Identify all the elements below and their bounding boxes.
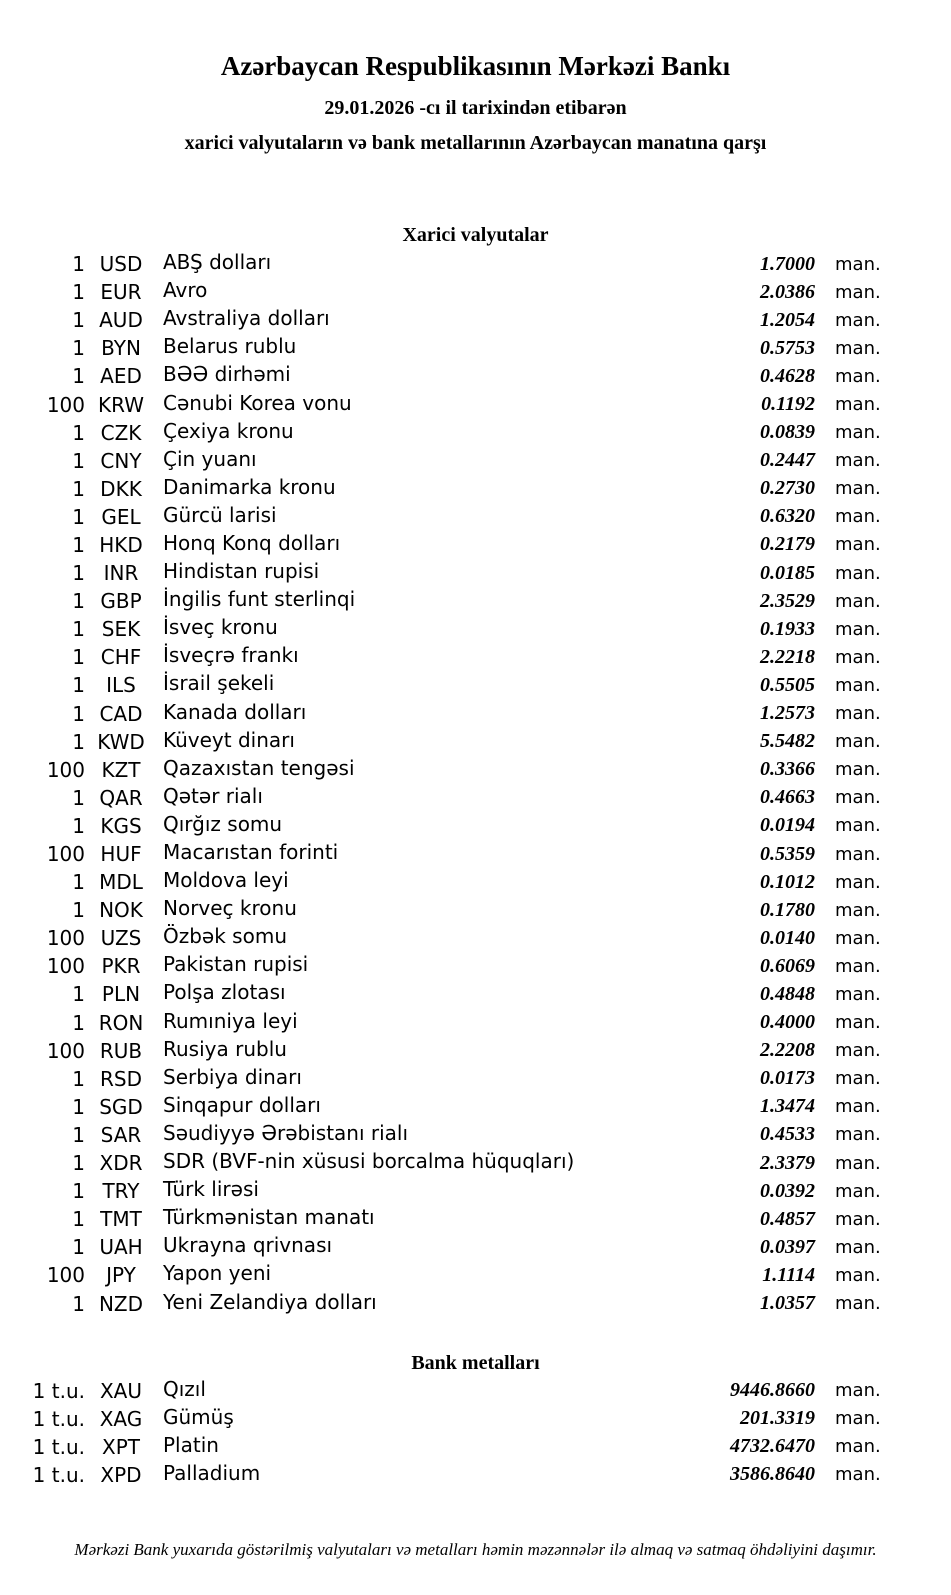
manat-unit-label: man. xyxy=(835,899,881,921)
currency-row xyxy=(0,699,881,728)
manat-unit-label: man. xyxy=(835,871,881,893)
currency-quantity: 1 xyxy=(72,1207,85,1232)
manat-unit-label: man. xyxy=(835,365,881,387)
currency-rate: 0.1933 xyxy=(760,617,815,640)
currency-row xyxy=(0,362,881,390)
metal-code: XAG xyxy=(99,1406,143,1431)
currency-name: Türkmənistan manatı xyxy=(163,1205,375,1230)
currency-quantity: 100 xyxy=(46,1263,85,1288)
currency-code: MDL xyxy=(99,870,143,895)
metal-name: Platin xyxy=(163,1432,219,1457)
effective-date-line: 29.01.2026 -cı il tarixindən etibarən xyxy=(324,97,627,119)
currency-code: DKK xyxy=(100,476,142,501)
currency-code: PLN xyxy=(101,982,141,1007)
currency-name: İsveçrə frankı xyxy=(163,643,299,668)
currency-code: BYN xyxy=(101,336,141,361)
currency-row xyxy=(0,334,881,362)
manat-unit-label: man. xyxy=(835,337,881,359)
currency-rate: 0.4848 xyxy=(760,982,815,1005)
currency-name: Çin yuanı xyxy=(163,446,257,471)
currency-name: Yeni Zelandiya dolları xyxy=(163,1289,377,1314)
currency-rate: 1.3474 xyxy=(760,1095,815,1118)
metal-code: XAU xyxy=(99,1378,143,1403)
currency-name: Küveyt dinarı xyxy=(163,727,295,752)
metal-row xyxy=(0,1460,881,1489)
currency-code: GEL xyxy=(101,504,141,529)
currency-code: TMT xyxy=(100,1207,142,1232)
manat-unit-label: man. xyxy=(835,1380,881,1402)
currency-row xyxy=(0,1233,881,1261)
currency-name: Qırğız somu xyxy=(163,811,283,836)
currency-code: RSD xyxy=(100,1066,142,1091)
currency-quantity: 1 xyxy=(72,336,85,361)
currency-rate: 0.1012 xyxy=(760,870,815,893)
currency-name: İsrail şekeli xyxy=(163,671,275,696)
currency-quantity: 1 xyxy=(72,785,85,810)
currency-row xyxy=(0,559,881,587)
currency-rate: 0.0140 xyxy=(760,926,815,949)
currency-code: CHF xyxy=(100,645,142,670)
currency-quantity: 1 xyxy=(72,701,85,726)
currency-row xyxy=(0,671,881,699)
currency-name: Pakistan rupisi xyxy=(163,952,309,977)
currency-name: Gürcü larisi xyxy=(163,502,277,527)
currency-name: SDR (BVF-nin xüsusi borcalma hüquqları) xyxy=(163,1149,575,1174)
currency-code: RON xyxy=(98,1010,144,1035)
currency-code: KZT xyxy=(101,757,141,782)
currency-rate: 0.1780 xyxy=(760,898,815,921)
currency-code: CAD xyxy=(99,701,143,726)
currency-row xyxy=(0,840,881,868)
metal-quantity: 1 t.u. xyxy=(32,1434,85,1459)
currency-row xyxy=(0,1177,881,1205)
currency-row xyxy=(0,868,881,896)
manat-unit-label: man. xyxy=(835,1264,881,1286)
currency-rate: 0.5753 xyxy=(760,336,815,359)
manat-unit-label: man. xyxy=(835,1464,881,1486)
currency-table xyxy=(0,250,881,1318)
currency-name: Honq Konq dolları xyxy=(163,530,341,555)
currency-rate: 0.4628 xyxy=(760,364,815,387)
currency-rate: 0.0839 xyxy=(760,421,815,444)
currency-code: AED xyxy=(100,364,142,389)
manat-unit-label: man. xyxy=(835,1236,881,1258)
metal-rate: 9446.8660 xyxy=(730,1379,815,1402)
subtitle: xarici valyutaların və bank metallarının Azərbaycan manatına qarşı xyxy=(184,132,767,154)
currency-name: Polşa zlotası xyxy=(163,980,286,1005)
currency-code: KGS xyxy=(100,813,142,838)
currency-rate: 1.2573 xyxy=(760,702,815,725)
currency-code: INR xyxy=(103,561,139,586)
manat-unit-label: man. xyxy=(835,1124,881,1146)
manat-unit-label: man. xyxy=(835,983,881,1005)
currency-row xyxy=(0,783,881,812)
currency-rate: 0.6069 xyxy=(760,954,815,977)
currency-code: JPY xyxy=(106,1263,136,1288)
metal-row xyxy=(0,1376,881,1405)
currency-code: XDR xyxy=(99,1151,143,1176)
currency-quantity: 1 xyxy=(72,617,85,642)
currency-rate: 0.2447 xyxy=(760,449,815,472)
disclaimer-text: Mərkəzi Bank yuxarıda göstərilmiş valyutaları və metalları həmin məzənnələr ilə almaq və satmaq öhdəliyini daşımır. xyxy=(74,1539,877,1559)
currency-rate: 0.4663 xyxy=(760,786,815,809)
manat-unit-label: man. xyxy=(835,1096,881,1118)
currency-name: Türk lirəsi xyxy=(163,1177,259,1202)
currency-quantity: 100 xyxy=(46,926,85,951)
currency-row xyxy=(0,1092,881,1121)
currency-quantity: 1 xyxy=(72,252,85,277)
currency-row xyxy=(0,306,881,334)
currency-code: PKR xyxy=(101,954,141,979)
page-title: Azərbaycan Respublikasının Mərkəzi Bankı xyxy=(220,51,731,81)
manat-unit-label: man. xyxy=(835,731,881,753)
currency-rate: 0.4857 xyxy=(760,1207,815,1230)
currency-name: Rumıniya leyi xyxy=(163,1008,298,1033)
metal-code: XPT xyxy=(102,1434,140,1459)
currency-name: Serbiya dinarı xyxy=(163,1064,302,1089)
currency-quantity: 1 xyxy=(72,589,85,614)
currency-quantity: 100 xyxy=(46,1038,85,1063)
currency-rate: 0.4533 xyxy=(760,1123,815,1146)
currency-code: NOK xyxy=(99,898,143,923)
currency-row xyxy=(0,1289,881,1317)
currency-row xyxy=(0,727,881,756)
manat-unit-label: man. xyxy=(835,1068,881,1090)
currency-quantity: 1 xyxy=(72,448,85,473)
currency-code: EUR xyxy=(100,280,142,305)
manat-unit-label: man. xyxy=(835,281,881,303)
currency-rate: 0.5505 xyxy=(760,673,815,696)
currency-rate: 0.0194 xyxy=(760,814,815,837)
manat-unit-label: man. xyxy=(835,1152,881,1174)
currency-rate: 1.1114 xyxy=(762,1263,815,1286)
currency-row xyxy=(0,1036,881,1065)
currency-rate: 5.5482 xyxy=(760,730,815,753)
currency-quantity: 1 xyxy=(72,729,85,754)
currency-name: Sinqapur dolları xyxy=(163,1092,321,1117)
currency-quantity: 1 xyxy=(72,1122,85,1147)
currency-code: NZD xyxy=(98,1291,144,1316)
currency-code: RUB xyxy=(99,1038,143,1063)
currency-row xyxy=(0,250,881,278)
currency-name: Moldova leyi xyxy=(163,868,289,893)
currency-row xyxy=(0,1120,881,1149)
currency-name: ABŞ dolları xyxy=(163,250,272,275)
currency-quantity: 1 xyxy=(72,420,85,445)
currency-name: İngilis funt sterlinqi xyxy=(163,587,356,612)
currency-name: BƏƏ dirhəmi xyxy=(163,362,291,387)
manat-unit-label: man. xyxy=(835,253,881,275)
currency-quantity: 1 xyxy=(72,870,85,895)
currency-rate: 1.0357 xyxy=(760,1292,815,1315)
metals-table xyxy=(0,1376,881,1489)
currency-code: ILS xyxy=(106,673,136,698)
currency-quantity: 1 xyxy=(72,364,85,389)
currency-rate: 0.2730 xyxy=(760,477,815,500)
manat-unit-label: man. xyxy=(835,562,881,584)
currency-quantity: 1 xyxy=(72,982,85,1007)
currency-row xyxy=(0,1064,881,1093)
currency-quantity: 1 xyxy=(72,645,85,670)
currency-rate: 0.1192 xyxy=(761,393,815,416)
currency-rate: 0.0185 xyxy=(760,561,815,584)
manat-unit-label: man. xyxy=(835,815,881,837)
currency-code: UZS xyxy=(100,926,142,951)
manat-unit-label: man. xyxy=(835,646,881,668)
metal-rate: 4732.6470 xyxy=(730,1435,815,1458)
currency-name: Cənubi Korea vonu xyxy=(163,390,352,415)
currency-rate: 0.5359 xyxy=(760,842,815,865)
currency-row xyxy=(0,755,881,784)
currency-quantity: 1 xyxy=(72,280,85,305)
metal-name: Palladium xyxy=(163,1460,261,1485)
manat-unit-label: man. xyxy=(835,506,881,528)
currency-row xyxy=(0,278,881,306)
currency-quantity: 100 xyxy=(46,842,85,867)
currency-code: HKD xyxy=(99,532,143,557)
currency-quantity: 100 xyxy=(46,392,85,417)
currency-quantity: 1 xyxy=(72,1094,85,1119)
metals-section-title: Bank metalları xyxy=(411,1351,540,1374)
metal-row xyxy=(0,1404,881,1433)
currency-code: KRW xyxy=(98,392,144,417)
currency-row xyxy=(0,1008,881,1037)
metal-quantity: 1 t.u. xyxy=(32,1378,85,1403)
currency-row xyxy=(0,1205,881,1233)
currency-row xyxy=(0,530,881,559)
manat-unit-label: man. xyxy=(835,1180,881,1202)
currency-name: Belarus rublu xyxy=(163,334,297,359)
currency-name: Norveç kronu xyxy=(163,896,297,921)
currency-row xyxy=(0,418,881,447)
currency-rate: 2.0386 xyxy=(760,280,815,303)
currency-rate: 1.2054 xyxy=(760,308,815,331)
currency-rate: 0.0397 xyxy=(760,1235,815,1258)
currency-row xyxy=(0,811,881,840)
currencies-section xyxy=(0,223,951,1318)
currency-code: SAR xyxy=(100,1122,142,1147)
manat-unit-label: man. xyxy=(835,1208,881,1230)
currency-name: Özbək somu xyxy=(163,924,287,949)
currency-row xyxy=(0,474,881,503)
currency-quantity: 1 xyxy=(72,1066,85,1091)
manat-unit-label: man. xyxy=(835,450,881,472)
manat-unit-label: man. xyxy=(835,478,881,500)
currency-row xyxy=(0,924,881,952)
metal-rate: 201.3319 xyxy=(740,1407,815,1430)
currency-quantity: 1 xyxy=(72,898,85,923)
manat-unit-label: man. xyxy=(835,1436,881,1458)
currency-row xyxy=(0,390,881,418)
manat-unit-label: man. xyxy=(835,394,881,416)
manat-unit-label: man. xyxy=(835,703,881,725)
manat-unit-label: man. xyxy=(835,534,881,556)
metal-name: Gümüş xyxy=(163,1404,234,1429)
currency-row xyxy=(0,1149,881,1177)
currency-rate: 0.4000 xyxy=(760,1011,815,1034)
currency-row xyxy=(0,980,881,1008)
currency-rate: 2.2208 xyxy=(760,1039,815,1062)
manat-unit-label: man. xyxy=(835,787,881,809)
currency-name: Danimarka kronu xyxy=(163,474,336,499)
manat-unit-label: man. xyxy=(835,309,881,331)
metal-code: XPD xyxy=(100,1462,142,1487)
currency-name: Rusiya rublu xyxy=(163,1036,287,1061)
currency-quantity: 1 xyxy=(72,532,85,557)
currency-code: CZK xyxy=(100,420,142,445)
currency-code: SEK xyxy=(101,617,141,642)
currency-code: KWD xyxy=(97,729,145,754)
currency-code: TRY xyxy=(102,1179,140,1204)
currency-code: HUF xyxy=(100,842,142,867)
currency-code: CNY xyxy=(100,448,142,473)
currency-name: Yapon yeni xyxy=(163,1261,272,1286)
metal-quantity: 1 t.u. xyxy=(32,1462,85,1487)
currency-quantity: 100 xyxy=(46,757,85,782)
currency-quantity: 1 xyxy=(72,504,85,529)
metal-rate: 3586.8640 xyxy=(730,1463,815,1486)
currency-rate: 0.6320 xyxy=(760,505,815,528)
manat-unit-label: man. xyxy=(835,1408,881,1430)
manat-unit-label: man. xyxy=(835,955,881,977)
currency-rate: 0.0173 xyxy=(760,1067,815,1090)
currency-code: QAR xyxy=(99,785,143,810)
currency-rate: 2.3379 xyxy=(760,1151,815,1174)
currency-row xyxy=(0,643,881,671)
currency-name: İsveç kronu xyxy=(163,615,278,640)
metal-name: Qızıl xyxy=(163,1376,206,1401)
metal-quantity: 1 t.u. xyxy=(32,1406,85,1431)
currency-rate: 0.2179 xyxy=(760,533,815,556)
currency-rate: 1.7000 xyxy=(760,252,815,275)
currency-row xyxy=(0,952,881,980)
currency-quantity: 1 xyxy=(72,813,85,838)
manat-unit-label: man. xyxy=(835,422,881,444)
manat-unit-label: man. xyxy=(835,927,881,949)
manat-unit-label: man. xyxy=(835,618,881,640)
currency-quantity: 1 xyxy=(72,476,85,501)
metal-row xyxy=(0,1432,881,1461)
currency-row xyxy=(0,446,881,475)
currency-quantity: 1 xyxy=(72,308,85,333)
currency-row xyxy=(0,502,881,531)
currency-code: USD xyxy=(99,252,143,277)
metals-section xyxy=(0,1351,951,1489)
currency-quantity: 1 xyxy=(72,561,85,586)
manat-unit-label: man. xyxy=(835,759,881,781)
currency-name: Qətər rialı xyxy=(163,783,263,808)
currency-row xyxy=(0,896,881,924)
currency-quantity: 1 xyxy=(72,1179,85,1204)
currency-code: UAH xyxy=(99,1235,143,1260)
currency-quantity: 100 xyxy=(46,954,85,979)
currency-name: Kanada dolları xyxy=(163,699,307,724)
currency-rate: 0.0392 xyxy=(760,1179,815,1202)
currency-code: AUD xyxy=(99,308,143,333)
manat-unit-label: man. xyxy=(835,1012,881,1034)
currency-row xyxy=(0,615,881,643)
manat-unit-label: man. xyxy=(835,843,881,865)
currency-quantity: 1 xyxy=(72,1291,85,1316)
currency-name: Çexiya kronu xyxy=(163,418,294,443)
currency-name: Avro xyxy=(163,278,208,303)
currency-row xyxy=(0,1261,881,1289)
currency-quantity: 1 xyxy=(72,1151,85,1176)
currency-code: GBP xyxy=(100,589,142,614)
currency-name: Avstraliya dolları xyxy=(163,306,330,331)
manat-unit-label: man. xyxy=(835,1040,881,1062)
currency-quantity: 1 xyxy=(72,1010,85,1035)
currency-rate: 2.2218 xyxy=(760,645,815,668)
currency-name: Səudiyyə Ərəbistanı rialı xyxy=(163,1120,409,1145)
currency-name: Ukrayna qrivnası xyxy=(163,1233,333,1258)
currency-name: Macarıstan forinti xyxy=(163,840,339,865)
currency-rate: 0.3366 xyxy=(760,758,815,781)
currencies-section-title: Xarici valyutalar xyxy=(402,224,549,246)
manat-unit-label: man. xyxy=(835,1293,881,1315)
currency-name: Qazaxıstan tengəsi xyxy=(163,755,355,780)
currency-quantity: 1 xyxy=(72,673,85,698)
currency-code: SGD xyxy=(99,1094,143,1119)
currency-name: Hindistan rupisi xyxy=(163,559,320,584)
currency-row xyxy=(0,587,881,615)
manat-unit-label: man. xyxy=(835,674,881,696)
currency-rate: 2.3529 xyxy=(760,589,815,612)
currency-quantity: 1 xyxy=(72,1235,85,1260)
manat-unit-label: man. xyxy=(835,590,881,612)
